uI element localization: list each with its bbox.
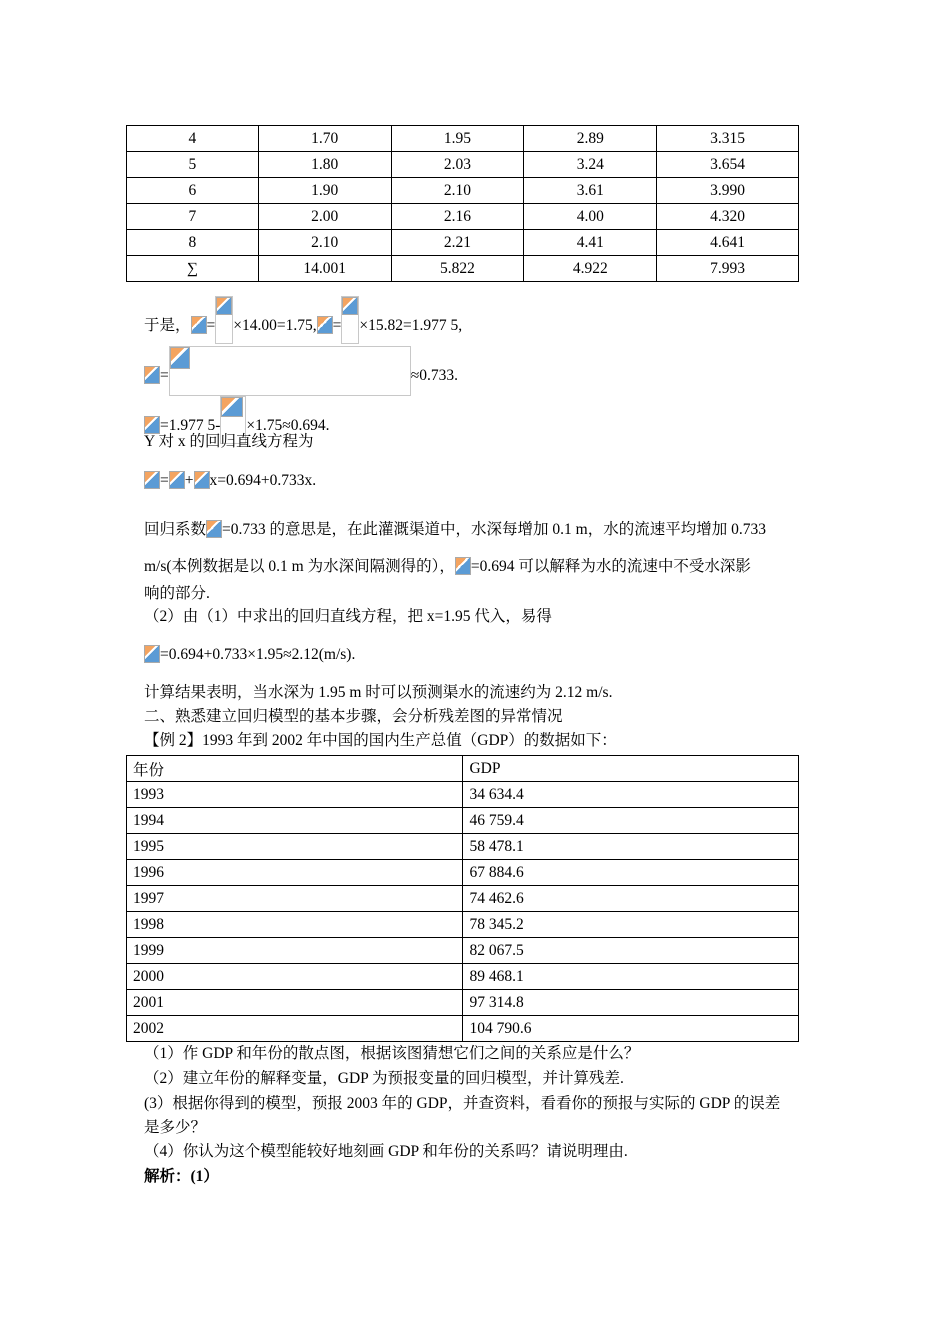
table-cell: 3.990: [657, 178, 799, 204]
table-cell: 2.10: [391, 178, 524, 204]
calc-line-means: 于是， = ×14.00=1.75, = ×15.82=1.977 5,: [144, 296, 462, 344]
table-cell: ∑: [127, 256, 259, 282]
formula-image-icon: [169, 471, 185, 489]
table-cell: 4.922: [524, 256, 657, 282]
formula-image-icon: [216, 297, 232, 315]
table-cell: 4.641: [657, 230, 799, 256]
formula-image-icon: [191, 316, 207, 334]
table-row: [127, 126, 799, 152]
table-cell: 6: [127, 178, 259, 204]
prediction-line: =0.694+0.733×1.95≈2.12(m/s).: [144, 645, 355, 665]
question-3: (3）根据你得到的模型，预报 2003 年的 GDP，并查资料，看看你的预报与实际的 GDP 的误差: [144, 1095, 781, 1112]
calc-line-intercept: =1.977 5- ×1.75≈0.694.: [144, 396, 330, 444]
question-4: （4）你认为这个模型能较好地刻画 GDP 和年份的关系吗？请说明理由.: [144, 1143, 628, 1160]
table-header-row: [127, 756, 799, 782]
table-row: [127, 912, 799, 938]
example-heading: 【例 2】1993 年到 2002 年中国的国内生产总值（GDP）的数据如下：: [144, 732, 617, 749]
formula-image-icon: [144, 645, 160, 663]
question-2: （2）建立年份的解释变量，GDP 为预报变量的回归模型，并计算残差.: [144, 1070, 624, 1087]
fraction-frame: [341, 296, 359, 344]
table-cell: 1.90: [258, 178, 391, 204]
table-cell: 1997: [127, 886, 463, 912]
table-row: [127, 834, 799, 860]
regression-equation: = + x=0.694+0.733x.: [144, 471, 316, 491]
table-cell: 78 345.2: [463, 912, 799, 938]
table-row: [127, 256, 799, 282]
table-cell: 1993: [127, 782, 463, 808]
table-cell: 1998: [127, 912, 463, 938]
table-cell: 58 478.1: [463, 834, 799, 860]
table-cell: 34 634.4: [463, 782, 799, 808]
formula-image-icon: [144, 366, 160, 384]
question-3-cont: 是多少？: [144, 1119, 207, 1136]
table-cell: 3.24: [524, 152, 657, 178]
table-cell: 1.95: [391, 126, 524, 152]
text-line: （2）由（1）中求出的回归直线方程，把 x=1.95 代入，易得: [144, 608, 552, 625]
table-row: [127, 230, 799, 256]
table-row: [127, 152, 799, 178]
table-cell: 1995: [127, 834, 463, 860]
fraction-frame: [215, 296, 233, 344]
table-cell: 2000: [127, 964, 463, 990]
fraction-frame: [169, 346, 411, 396]
table-cell: 46 759.4: [463, 808, 799, 834]
table-cell: 2.16: [391, 204, 524, 230]
formula-image-icon: [194, 471, 210, 489]
table-cell: 2.10: [258, 230, 391, 256]
formula-image-icon: [170, 347, 190, 369]
text-line: 响的部分.: [144, 585, 210, 602]
table-cell: 4.00: [524, 204, 657, 230]
table-header-cell: GDP: [463, 756, 799, 782]
table-cell: 2.03: [391, 152, 524, 178]
table-row: [127, 938, 799, 964]
table-row: [127, 964, 799, 990]
formula-image-icon: [206, 520, 222, 538]
calc-line-slope: = ≈0.733.: [144, 346, 458, 396]
table-cell: 7.993: [657, 256, 799, 282]
formula-image-icon: [144, 471, 160, 489]
table-row: [127, 860, 799, 886]
text-line: Y 对 x 的回归直线方程为: [144, 433, 314, 450]
table-cell: 97 314.8: [463, 990, 799, 1016]
table-row: [127, 178, 799, 204]
answer-label: 解析：(1）: [144, 1168, 219, 1185]
table-cell: 67 884.6: [463, 860, 799, 886]
gdp-table: [126, 755, 799, 1042]
text-line: m/s(本例数据是以 0.1 m 为水深间隔测得的）， =0.694 可以解释为水的流速中不受水深影: [144, 558, 751, 575]
table-row: [127, 782, 799, 808]
table-cell: 89 468.1: [463, 964, 799, 990]
formula-image-icon: [455, 557, 471, 575]
table-cell: 2.89: [524, 126, 657, 152]
table-cell: 2002: [127, 1016, 463, 1042]
data-table-1: [126, 125, 799, 282]
table-cell: 8: [127, 230, 259, 256]
table-cell: 82 067.5: [463, 938, 799, 964]
table-cell: 1.70: [258, 126, 391, 152]
table-row: [127, 990, 799, 1016]
formula-image-icon: [342, 297, 358, 315]
table-cell: 2.00: [258, 204, 391, 230]
table-cell: 1999: [127, 938, 463, 964]
table-cell: 5.822: [391, 256, 524, 282]
table-cell: 5: [127, 152, 259, 178]
table-row: [127, 886, 799, 912]
table-cell: 4.320: [657, 204, 799, 230]
formula-image-icon: [221, 397, 243, 417]
table-header-cell: 年份: [127, 756, 463, 782]
table-cell: 7: [127, 204, 259, 230]
table-cell: 1994: [127, 808, 463, 834]
table-cell: 4: [127, 126, 259, 152]
table-row: [127, 204, 799, 230]
table-row: [127, 808, 799, 834]
table-cell: 1996: [127, 860, 463, 886]
text-line: 回归系数 =0.733 的意思是，在此灌溉渠道中，水深每增加 0.1 m，水的流速平均增加 0.733: [144, 521, 766, 538]
table-cell: 2001: [127, 990, 463, 1016]
table-cell: 1.80: [258, 152, 391, 178]
table-cell: 3.315: [657, 126, 799, 152]
section-heading: 二、熟悉建立回归模型的基本步骤，会分析残差图的异常情况: [144, 708, 563, 725]
table-cell: 14.001: [258, 256, 391, 282]
formula-image-icon: [317, 316, 333, 334]
table-cell: 74 462.6: [463, 886, 799, 912]
table-cell: 104 790.6: [463, 1016, 799, 1042]
table-row: [127, 1016, 799, 1042]
text-line: 计算结果表明，当水深为 1.95 m 时可以预测渠水的流速约为 2.12 m/s.: [144, 684, 613, 701]
table-cell: 2.21: [391, 230, 524, 256]
table-cell: 4.41: [524, 230, 657, 256]
question-1: （1）作 GDP 和年份的散点图，根据该图猜想它们之间的关系应是什么？: [144, 1045, 640, 1062]
table-cell: 3.654: [657, 152, 799, 178]
table-cell: 3.61: [524, 178, 657, 204]
